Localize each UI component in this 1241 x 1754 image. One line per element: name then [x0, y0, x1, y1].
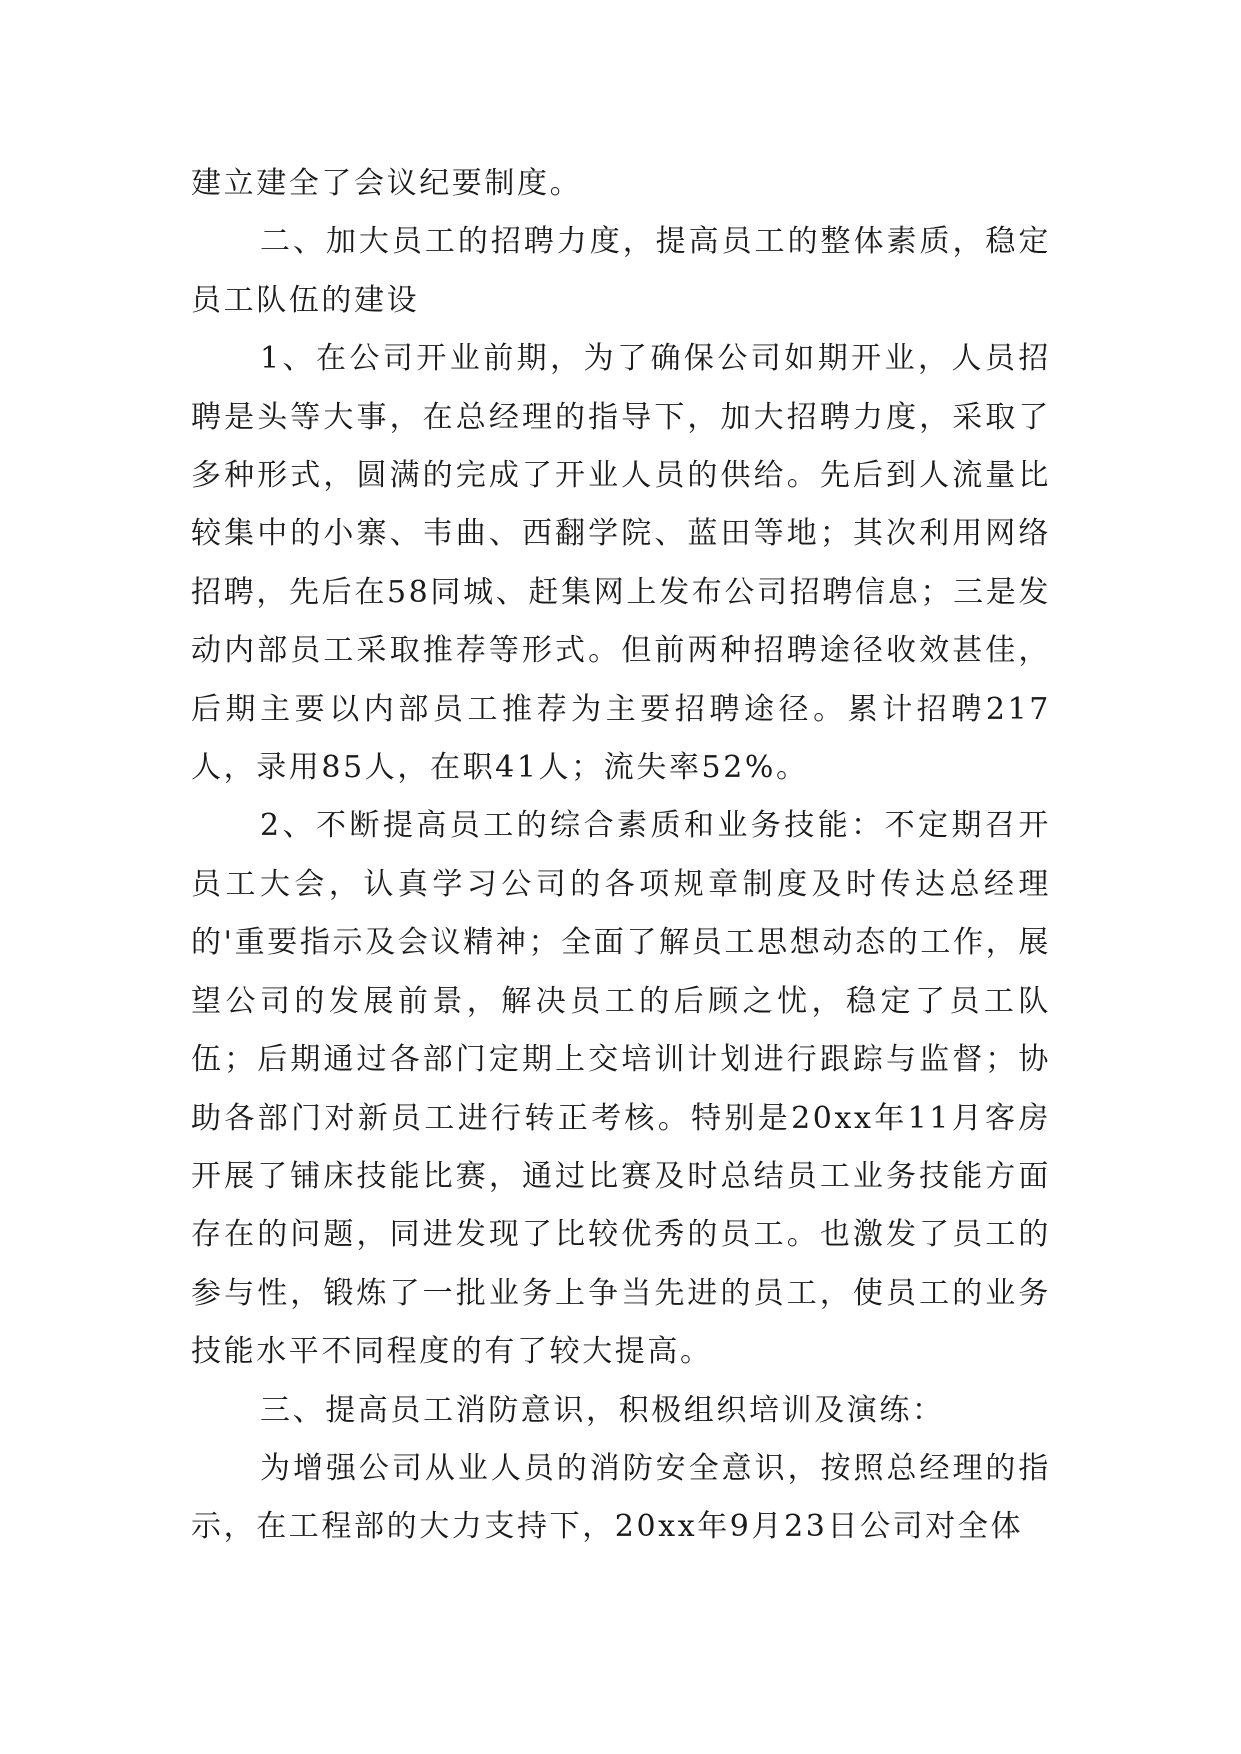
paragraph-recruitment-pre-opening: 1、在公司开业前期，为了确保公司如期开业，人员招聘是头等大事，在总经理的指导下，加大招聘力度，采取了多种形式，圆满的完成了开业人员的供给。先后到人流量比较集中的小寨、韦曲、西翻学院、蓝田等地；其次利用网络招聘，先后在58同城、赶集网上发布公司招聘信息；三是发动内部员工采取推荐等形式。但前两种招聘途径收效甚佳，后期主要以内部员工推荐为主要招聘途径。累计招聘217人，录用85人，在职41人；流失率52%。 [191, 341, 1051, 786]
paragraph-staff-skills: 2、不断提高员工的综合素质和业务技能：不定期召开员工大会，认真学习公司的各项规章制度及时传达总经理的'重要指示及会议精神；全面了解员工思想动态的工作，展望公司的发展前景，解决员工的后顾之忧，稳定了员工队伍；后期通过各部门定期上交培训计划进行跟踪与监督；协助各部门对新员工进行转正考核。特别是20xx年11月客房开展了铺床技能比赛，通过比赛及时总结员工业务技能方面存在的问题，同进发现了比较优秀的员工。也激发了员工的参与性，锻炼了一批业务上争当先进的员工，使员工的业务技能水平不同程度的有了较大提高。 [191, 808, 1051, 1370]
paragraph-meeting-minutes: 建立建全了会议纪要制度。 [191, 166, 583, 201]
heading-fire-safety: 三、提高员工消防意识，积极组织培训及演练： [260, 1392, 945, 1428]
document-body [191, 155, 1051, 1557]
heading-recruitment: 二、加大员工的招聘力度，提高员工的整体素质，稳定员工队伍的建设 [191, 224, 1051, 318]
paragraph-fire-safety-training: 为增强公司从业人员的消防安全意识，按照总经理的指示，在工程部的大力支持下，20xx年9月23日公司对全体 [191, 1450, 1051, 1545]
